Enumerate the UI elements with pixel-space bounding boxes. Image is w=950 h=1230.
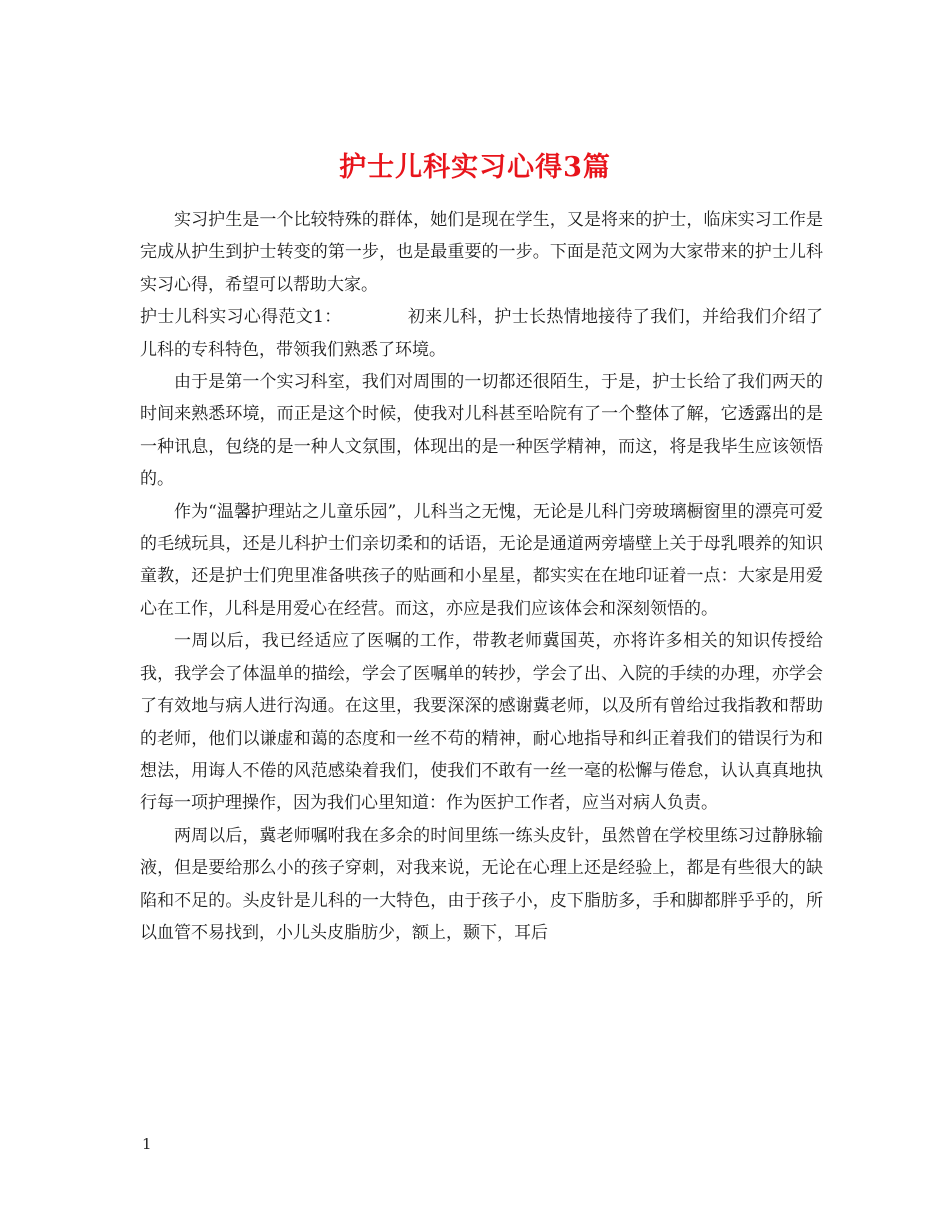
section-first-text: 初来儿科，护士长热情地接待了我们，并给我们介绍了儿科的专科特色，带领我们熟悉了环境。: [140, 307, 823, 360]
section-paragraph: [140, 301, 823, 366]
body-paragraph: 由于是第一个实习科室，我们对周围的一切都还很陌生，于是，护士长给了我们两天的时间来熟悉环境，而正是这个时候，使我对儿科甚至哈院有了一个整体了解，它透露出的是一种讯息，包绕的是一种人文氛围，体现出的是一种医学精神，而这，将是我毕生应该领悟的。: [140, 372, 823, 490]
section-heading: 护士儿科实习心得范文1：: [140, 307, 342, 328]
intro-paragraph: 实习护生是一个比较特殊的群体，她们是现在学生，又是将来的护士，临床实习工作是完成从护生到护士转变的第一步，也是最重要的一步。下面是范文网为大家带来的护士儿科实习心得，希望可以帮助大家。: [140, 210, 823, 295]
body-paragraph: 一周以后，我已经适应了医嘱的工作，带教老师冀国英，亦将许多相关的知识传授给我，我学会了体温单的描绘，学会了医嘱单的转抄，学会了出、入院的手续的办理，亦学会了有效地与病人进行沟通。在这里，我要深深的感谢冀老师，以及所有曾给过我指教和帮助的老师，他们以谦虚和蔼的态度和一丝不苟的精神，耐心地指导和纠正着我们的错误行为和想法，用诲人不倦的风范感染着我们，使我们不敢有一丝一毫的松懈与倦怠，认认真真地执行每一项护理操作，因为我们心里知道：作为医护工作者，应当对病人负责。: [140, 631, 823, 814]
body-paragraph: 两周以后，冀老师嘱咐我在多余的时间里练一练头皮针，虽然曾在学校里练习过静脉输液，但是要给那么小的孩子穿刺，对我来说，无论在心理上还是经验上，都是有些很大的缺陷和不足的。头皮针是儿科的一大特色，由于孩子小，皮下脂肪多，手和脚都胖乎乎的，所以血管不易找到，小儿头皮脂肪少，额上，颞下，耳后: [140, 825, 823, 943]
page-number: 1: [142, 1135, 152, 1153]
body-paragraph: 作为“温馨护理站之儿童乐园”，儿科当之无愧，无论是儿科门旁玻璃橱窗里的漂亮可爱的毛绒玩具，还是儿科护士们亲切柔和的话语，无论是通道两旁墙壁上关于母乳喂养的知识童教，还是护士们兜里准备哄孩子的贴画和小星星，都实实在在地印证着一点：大家是用爱心在工作，儿科是用爱心在经营。而这，亦应是我们应该体会和深刻领悟的。: [140, 501, 823, 619]
document-title: 护士儿科实习心得3篇: [339, 152, 611, 184]
document-body: [140, 204, 823, 949]
